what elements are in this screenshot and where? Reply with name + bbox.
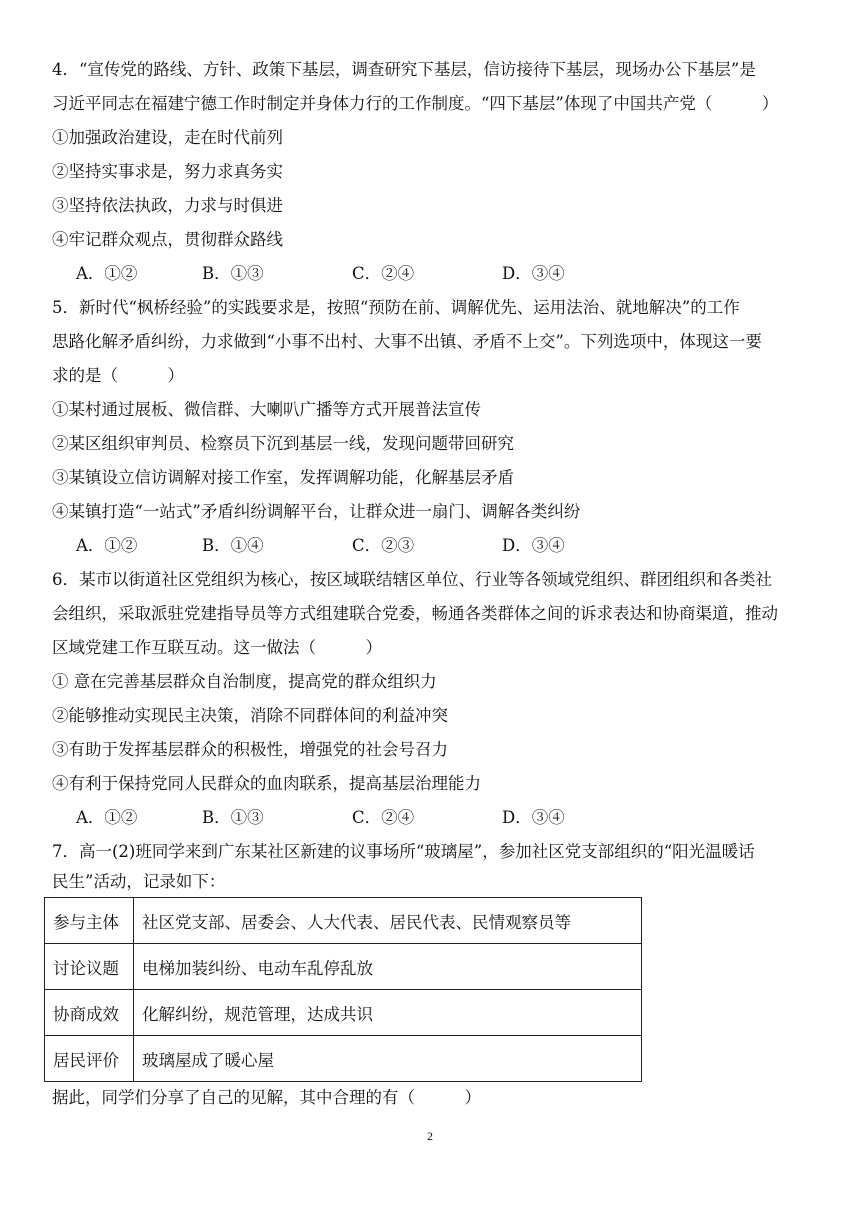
q6-option-c[interactable]: C．②④ [352, 808, 415, 827]
q4-stem-line1: 4．“宣传党的路线、方针、政策下基层，调查研究下基层，信访接待下基层，现场办公下基层”是 [52, 60, 756, 79]
page-number: 2 [427, 1129, 433, 1143]
q5-item-3: ③某镇设立信访调解对接工作室，发挥调解功能，化解基层矛盾 [52, 468, 514, 487]
q6-option-b[interactable]: B．①③ [202, 808, 264, 827]
q5-item-4: ④某镇打造“一站式”矛盾纠纷调解平台，让群众进一扇门、调解各类纠纷 [52, 502, 581, 521]
q6-option-d[interactable]: D．③④ [502, 808, 565, 827]
table-row [45, 898, 642, 944]
table-label-cell: 参与主体 [45, 898, 134, 944]
q4-stem-line2: 习近平同志在福建宁德工作时制定并身体力行的工作制度。“四下基层”体现了中国共产党（ ） [52, 94, 779, 113]
table-value-cell: 玻璃屋成了暖心屋 [134, 1036, 642, 1082]
q6-item-4: ④有利于保持党同人民群众的血肉联系，提高基层治理能力 [52, 774, 481, 793]
table-value-cell: 电梯加装纠纷、电动车乱停乱放 [134, 944, 642, 990]
q6-item-3: ③有助于发挥基层群众的积极性，增强党的社会号召力 [52, 740, 448, 759]
q5-option-c[interactable]: C．②③ [352, 536, 415, 555]
q7-after-table: 据此，同学们分享了自己的见解，其中合理的有（ ） [52, 1088, 481, 1107]
q6-item-2: ②能够推动实现民主决策，消除不同群体间的利益冲突 [52, 706, 448, 725]
q6-option-a[interactable]: A．①② [76, 808, 138, 827]
q4-option-b[interactable]: B．①③ [202, 264, 264, 283]
q6-stem-line2: 会组织，采取派驻党建指导员等方式组建联合党委，畅通各类群体之间的诉求表达和协商渠道，推动 [52, 604, 778, 623]
q5-stem-line3: 求的是（ ） [52, 366, 184, 385]
q4-item-1: ①加强政治建设，走在时代前列 [52, 128, 283, 147]
q5-stem-line1: 5．新时代“枫桥经验”的实践要求是，按照“预防在前、调解优先、运用法治、就地解决”的工作 [52, 298, 740, 317]
table-row [45, 944, 642, 990]
table-label-cell: 协商成效 [45, 990, 134, 1036]
table-value-cell: 社区党支部、居委会、人大代表、居民代表、民情观察员等 [134, 898, 642, 944]
table-row [45, 990, 642, 1036]
q5-option-d[interactable]: D．③④ [502, 536, 565, 555]
q5-item-2: ②某区组织审判员、检察员下沉到基层一线，发现问题带回研究 [52, 434, 514, 453]
table-label-cell: 居民评价 [45, 1036, 134, 1082]
table-label-cell: 讨论议题 [45, 944, 134, 990]
q4-item-3: ③坚持依法执政，力求与时俱进 [52, 196, 283, 215]
q5-option-a[interactable]: A．①② [76, 536, 138, 555]
q5-option-b[interactable]: B．①④ [202, 536, 264, 555]
q6-stem-line1: 6．某市以街道社区党组织为核心，按区域联结辖区单位、行业等各领域党组织、群团组织和各类社 [52, 570, 772, 589]
q5-item-1: ①某村通过展板、微信群、大喇叭广播等方式开展普法宣传 [52, 400, 481, 419]
q6-stem-line3: 区域党建工作互联互动。这一做法（ ） [52, 638, 382, 657]
q4-item-2: ②坚持实事求是，努力求真务实 [52, 162, 283, 181]
q6-item-1: ① 意在完善基层群众自治制度，提高党的群众组织力 [52, 672, 437, 691]
q7-stem-line2: 民生”活动，记录如下： [52, 872, 226, 891]
q4-item-4: ④牢记群众观点，贯彻群众路线 [52, 230, 283, 249]
table-row [45, 1036, 642, 1082]
q4-option-c[interactable]: C．②④ [352, 264, 415, 283]
q4-option-d[interactable]: D．③④ [502, 264, 565, 283]
table-value-cell: 化解纠纷，规范管理，达成共识 [134, 990, 642, 1036]
q4-option-a[interactable]: A．①② [76, 264, 138, 283]
q7-record-table [44, 897, 642, 1082]
q5-stem-line2: 思路化解矛盾纠纷，力求做到“小事不出村、大事不出镇、矛盾不上交”。下列选项中，体现这一要 [52, 332, 762, 351]
q7-stem-line1: 7．高一(2)班同学来到广东某社区新建的议事场所“玻璃屋”，参加社区党支部组织的“阳光温暖话 [52, 842, 755, 861]
